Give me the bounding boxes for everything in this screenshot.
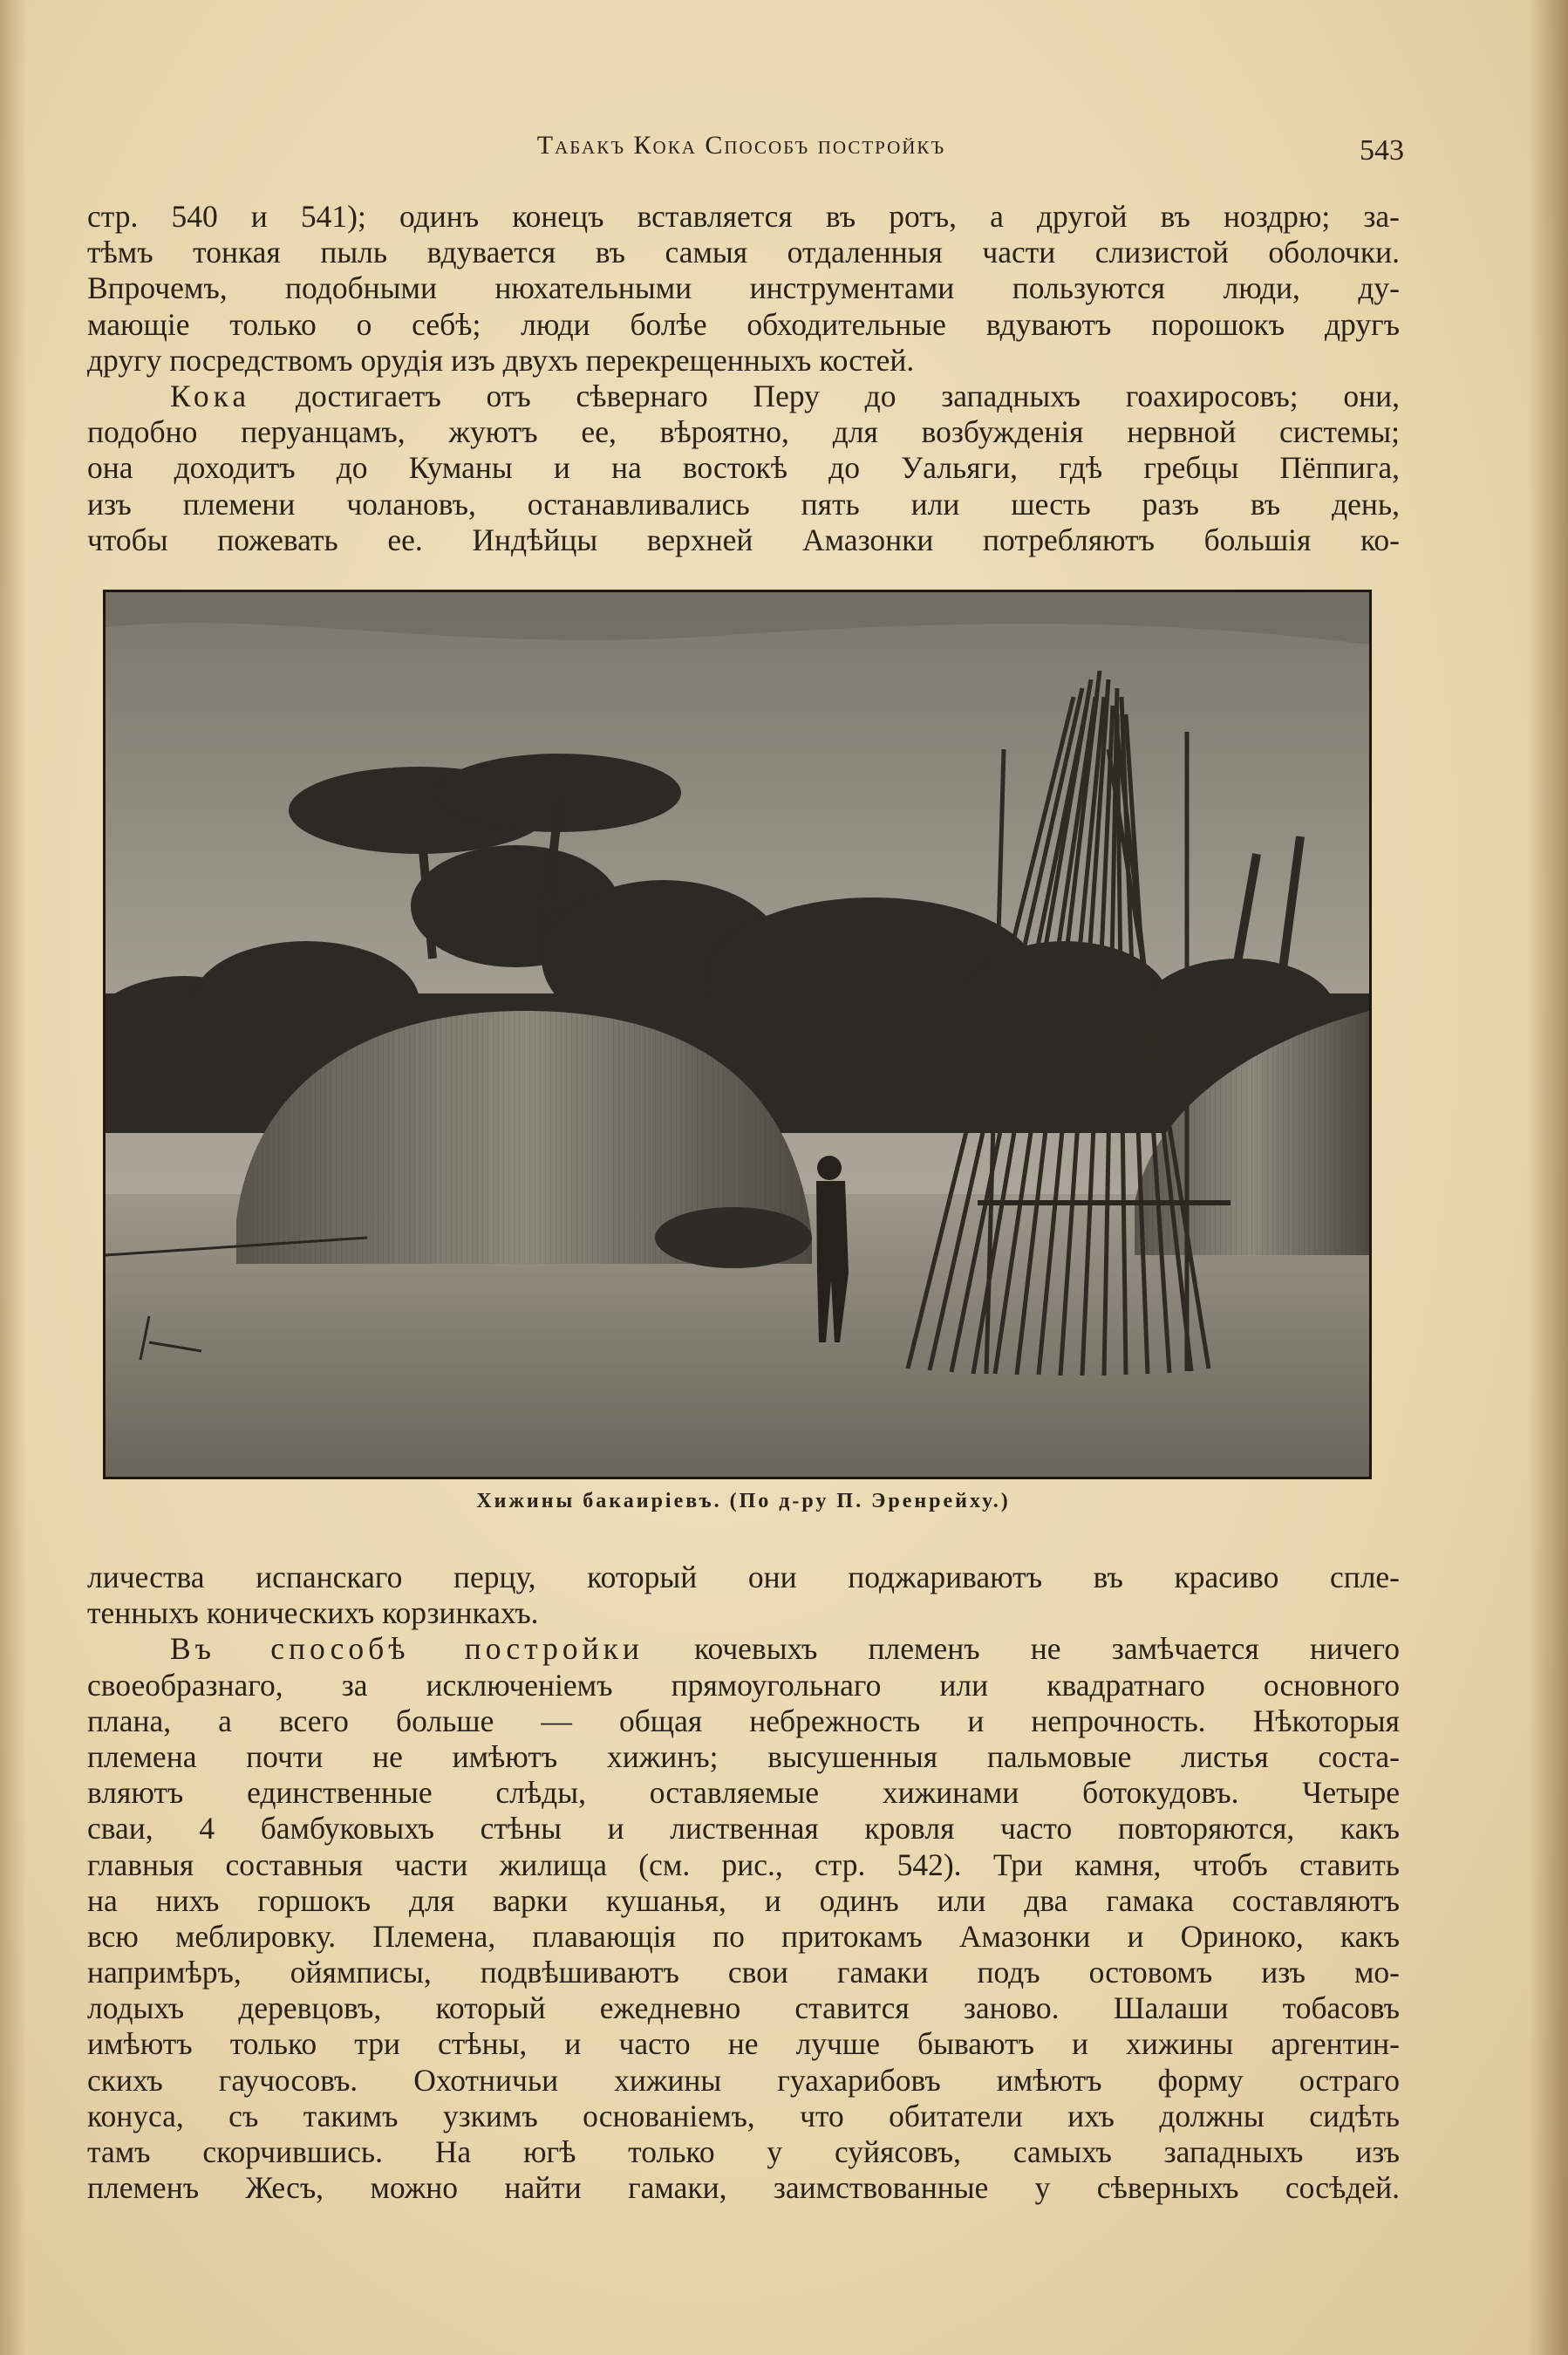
text-line: на нихъ горшокъ для варки кушанья, и одинъ или два гамака составляютъ bbox=[87, 1882, 1400, 1918]
text-line: племена почти не имѣютъ хижинъ; высушенныя пальмовые листья соста- bbox=[87, 1738, 1400, 1774]
text-line-paragraph-start bbox=[87, 1631, 1400, 1667]
text-line: она доходитъ до Куманы и на востокѣ до Уальяги, гдѣ гребцы Пёппига, bbox=[87, 450, 1400, 486]
page-number: 543 bbox=[1360, 134, 1404, 167]
line-rest: кочевыхъ племенъ не замѣчается ничего bbox=[643, 1631, 1400, 1667]
text-line: имѣютъ только три стѣны, и часто не лучше бываютъ и хижины аргентин- bbox=[87, 2026, 1400, 2062]
text-block-top bbox=[87, 199, 1400, 558]
text-line: подобно перуанцамъ, жуютъ ее, вѣроятно, для возбужденія нервной системы; bbox=[87, 414, 1400, 450]
running-head: Табакъ Кока Способъ постройкъ bbox=[536, 131, 946, 160]
text-line: плана, а всего больше — общая небрежность и непрочность. Нѣкоторыя bbox=[87, 1703, 1400, 1738]
text-line: напримѣръ, ойямписы, подвѣшиваютъ свои гамаки подъ остовомъ изъ мо- bbox=[87, 1955, 1400, 1990]
text-line: племенъ Жесъ, можно найти гамаки, заимствованные у сѣверныхъ сосѣдей. bbox=[87, 2170, 1400, 2206]
text-block-bottom bbox=[87, 1560, 1400, 2206]
page-edge-shadow-right bbox=[1528, 0, 1568, 2355]
figure-caption: Хижины бакаиріевъ. (По д-ру П. Эренрейху.) bbox=[476, 1490, 1011, 1512]
text-line: сваи, 4 бамбуковыхъ стѣны и лиственная кровля часто повторяются, какъ bbox=[87, 1811, 1400, 1846]
line-rest: достигаетъ отъ сѣвернаго Перу до западныхъ гоахиросовъ; они, bbox=[250, 378, 1400, 413]
page-header bbox=[87, 131, 1404, 174]
hut-doorway-shadow bbox=[655, 1207, 812, 1268]
text-line: вляютъ единственные слѣды, оставляемые хижинами ботокудовъ. Четыре bbox=[87, 1775, 1400, 1811]
text-line: всю меблировку. Племена, плавающія по притокамъ Амазонки и Ориноко, какъ bbox=[87, 1918, 1400, 1954]
text-line: Впрочемъ, подобными нюхательными инструментами пользуются люди, ду- bbox=[87, 270, 1400, 306]
page-edge-shadow-left bbox=[0, 0, 26, 2355]
text-line: конуса, съ такимъ узкимъ основаніемъ, что обитатели ихъ должны сидѣть bbox=[87, 2098, 1400, 2133]
lead-word: Въ способѣ постройки bbox=[170, 1631, 644, 1667]
text-line: тамъ скорчившись. На югѣ только у суйясовъ, самыхъ западныхъ изъ bbox=[87, 2134, 1400, 2169]
engraving-huts-scene bbox=[106, 592, 1369, 1477]
lead-word: Кока bbox=[170, 378, 251, 413]
text-line: своеобразнаго, за исключеніемъ прямоугольнаго или квадратнаго основного bbox=[87, 1667, 1400, 1703]
text-line: изъ племени чолановъ, останавливались пять или шесть разъ въ день, bbox=[87, 486, 1400, 522]
text-line: тѣмъ тонкая пыль вдувается въ самыя отдаленныя части слизистой оболочки. bbox=[87, 235, 1400, 270]
text-line: другу посредствомъ орудія изъ двухъ перекрещенныхъ костей. bbox=[87, 342, 915, 378]
text-line: тенныхъ коническихъ корзинкахъ. bbox=[87, 1595, 539, 1631]
text-line: чтобы пожевать ее. Индѣйцы верхней Амазонки потребляютъ большія ко- bbox=[87, 522, 1400, 557]
text-line: личества испанскаго перцу, который они поджариваютъ въ красиво спле- bbox=[87, 1560, 1400, 1594]
text-line: стр. 540 и 541); одинъ конецъ вставляется въ ротъ, а другой въ ноздрю; за- bbox=[87, 199, 1400, 234]
text-line: мающіе только о себѣ; люди болѣе обходительные вдуваютъ порошокъ другъ bbox=[87, 306, 1400, 342]
text-line: лодыхъ деревцовъ, который ежедневно ставится заново. Шалаши тобасовъ bbox=[87, 1990, 1400, 2026]
text-line: главныя составныя части жилища (см. рис., стр. 542). Три камня, чтобъ ставить bbox=[87, 1846, 1400, 1882]
text-line: скихъ гаучосовъ. Охотничьи хижины гуахарибовъ имѣютъ форму остраго bbox=[87, 2062, 1400, 2098]
engraving-illustration bbox=[103, 590, 1372, 1479]
text-line-paragraph-start bbox=[87, 379, 1400, 414]
